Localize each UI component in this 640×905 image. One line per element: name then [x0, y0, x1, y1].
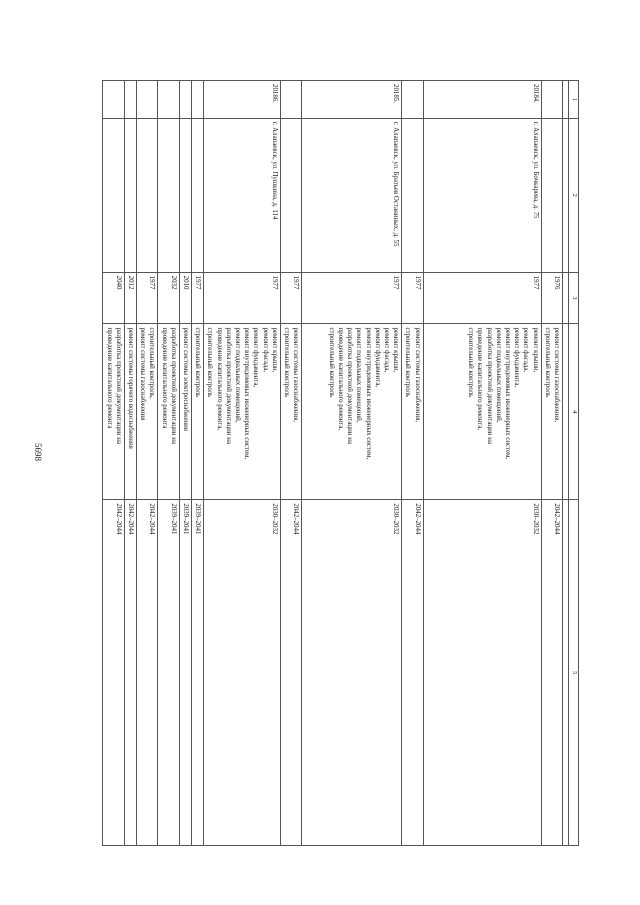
table-row	[103, 81, 124, 846]
row-number	[103, 81, 124, 119]
row-number: 20186.	[204, 81, 281, 119]
address	[280, 118, 301, 272]
address: г. Алапаевск, ул. Бочкарева, д. 75	[423, 118, 541, 272]
work-types: ремонт крыши, ремонт фасада, ремонт фундамента, ремонт внутридомовых инженерных систем, ремонт подвальных помещений, разработка проектной документации на проведение капитального ремонта, строительный контроль	[204, 324, 281, 500]
address	[541, 118, 562, 272]
year: 1977	[280, 272, 301, 324]
page-number: 5698	[33, 443, 43, 461]
row-number	[124, 81, 136, 119]
period: 2030–2032	[204, 500, 281, 846]
year: 2010	[179, 272, 191, 324]
work-types: ремонт крыши, ремонт фасада, ремонт фундамента, ремонт внутридомовых инженерных систем, ремонт подвальных помещений, разработка проектной документации на проведение капитального ремонта, строительный контроль	[302, 324, 402, 500]
table-row	[280, 81, 301, 846]
row-number	[402, 81, 423, 119]
year: 2032	[158, 272, 179, 324]
table-row	[541, 81, 562, 846]
year: 2012	[124, 272, 136, 324]
year: 2040	[103, 272, 124, 324]
table-row	[302, 81, 402, 846]
year: 1977	[191, 272, 203, 324]
work-types: ремонт системы горячего водоснабжения	[124, 324, 136, 500]
repair-schedule-table	[102, 80, 579, 846]
period: 2039–2041	[191, 500, 203, 846]
row-number	[158, 81, 179, 119]
row-number	[541, 81, 562, 119]
table-row	[124, 81, 136, 846]
table-row	[179, 81, 191, 846]
year: 1977	[136, 272, 157, 324]
header-col-4: 4	[569, 324, 579, 500]
period: 2030–2032	[302, 500, 402, 846]
year: 1977	[204, 272, 281, 324]
work-types: ремонт системы газоснабжения, строительный контроль	[541, 324, 562, 500]
period: 2042–2044	[136, 500, 157, 846]
period: 2042–2044	[541, 500, 562, 846]
address	[124, 118, 136, 272]
address: г. Алапаевск, ул. Братьев Останиных, д. 55	[302, 118, 402, 272]
period: 2039–2041	[179, 500, 191, 846]
table-row	[423, 81, 541, 846]
period: 2042–2044	[280, 500, 301, 846]
row-number	[179, 81, 191, 119]
table-row	[136, 81, 157, 846]
work-types: ремонт системы газоснабжения, строительный контроль	[280, 324, 301, 500]
year: 1977	[302, 272, 402, 324]
row-number: 20184.	[423, 81, 541, 119]
work-types: ремонт системы электроснабжения	[179, 324, 191, 500]
header-col-5: 5	[569, 500, 579, 846]
work-types: ремонт системы газоснабжения, строительный контроль	[402, 324, 423, 500]
address	[179, 118, 191, 272]
table-subheader-row	[563, 81, 569, 846]
work-types: строительный контроль	[191, 324, 203, 500]
period: 2042–2044	[103, 500, 124, 846]
header-col-1: 1	[569, 81, 579, 119]
table-row	[191, 81, 203, 846]
address	[136, 118, 157, 272]
address	[191, 118, 203, 272]
table-row	[204, 81, 281, 846]
table-header-row	[569, 81, 579, 846]
rotated-page	[82, 80, 579, 846]
address	[103, 118, 124, 272]
period: 2042–2044	[402, 500, 423, 846]
header-col-2: 2	[569, 118, 579, 272]
table-area	[82, 80, 579, 846]
address	[158, 118, 179, 272]
row-number	[280, 81, 301, 119]
work-types: ремонт крыши, ремонт фасада, ремонт фундамента, ремонт внутридомовых инженерных систем, ремонт подвальных помещений, разработка проектной документации на проведение капитального ремонта, строительный контроль	[423, 324, 541, 500]
row-number	[191, 81, 203, 119]
header-col-3: 3	[569, 272, 579, 324]
year: 1977	[402, 272, 423, 324]
address	[402, 118, 423, 272]
period: 2042–2044	[124, 500, 136, 846]
work-types: разработка проектной документации на проведение капитального ремонта	[103, 324, 124, 500]
work-types: разработка проектной документации на проведение капитального ремонта	[158, 324, 179, 500]
table-row	[158, 81, 179, 846]
row-number: 20185.	[302, 81, 402, 119]
address: г. Алапаевск, ул. Пушкина, д. 114	[204, 118, 281, 272]
work-types: строительный контроль, ремонт системы газоснабжения	[136, 324, 157, 500]
table-row	[402, 81, 423, 846]
period: 2039–2041	[158, 500, 179, 846]
period: 2030–2032	[423, 500, 541, 846]
year: 1977	[423, 272, 541, 324]
row-number	[136, 81, 157, 119]
year: 1976	[541, 272, 562, 324]
